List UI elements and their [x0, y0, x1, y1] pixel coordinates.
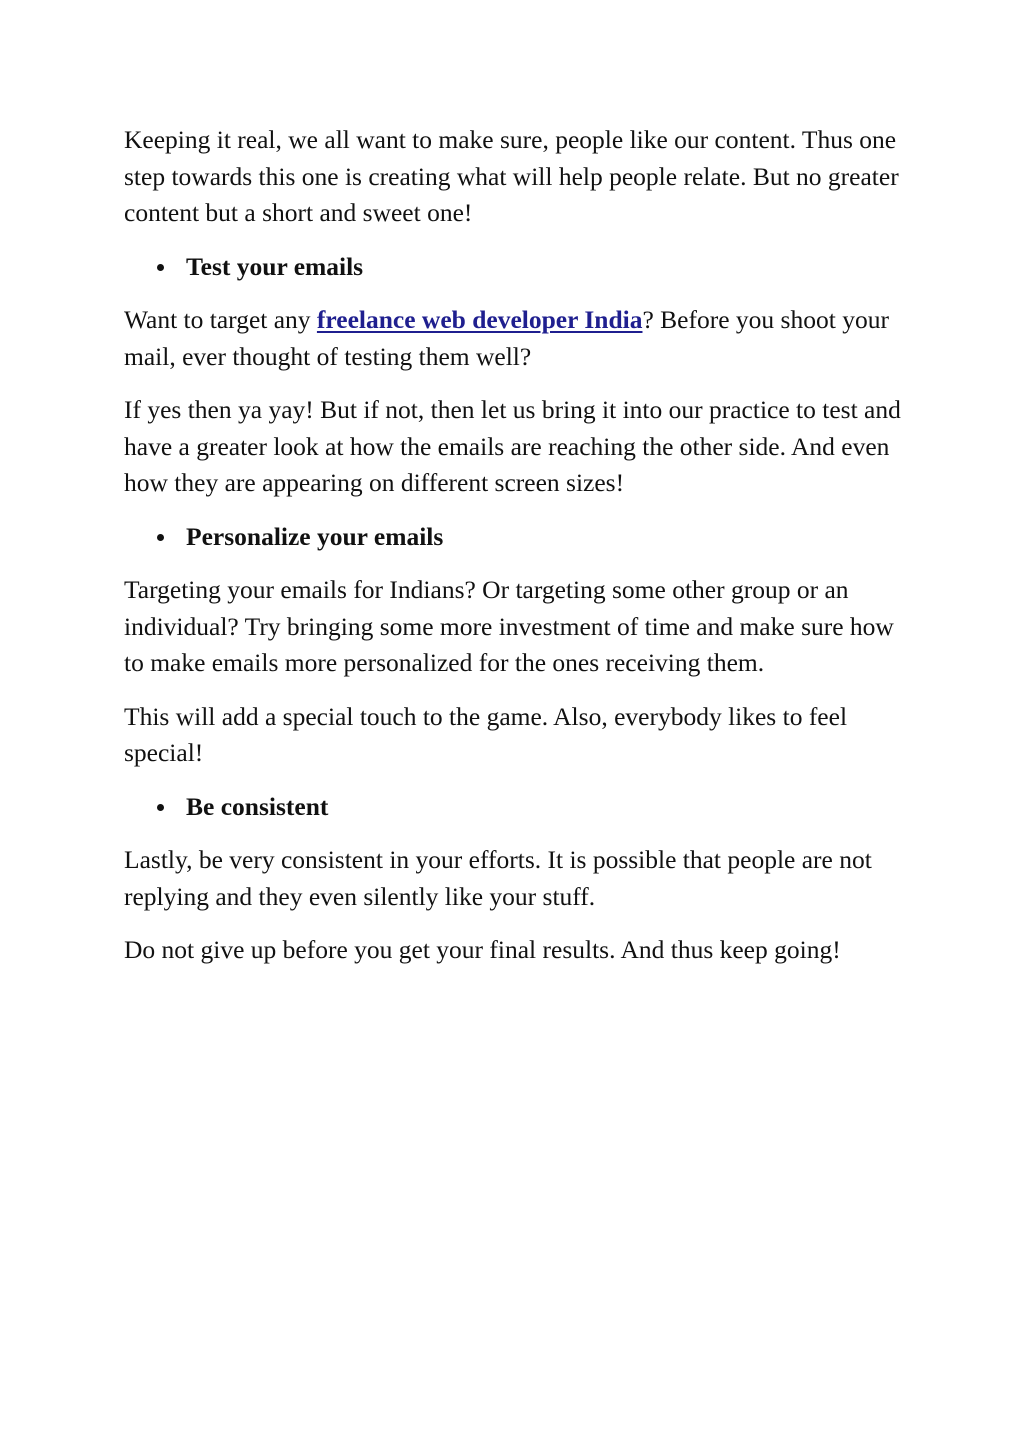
bullet-test-your-emails — [124, 249, 914, 286]
paragraph-keep-going: Do not give up before you get your final results. And thus keep going! — [124, 935, 841, 964]
document-page — [124, 122, 914, 986]
bullet-heading: Test your emails — [186, 251, 364, 281]
bullet-dot-icon — [157, 264, 164, 271]
bullet-be-consistent — [124, 789, 914, 826]
paragraph-text: Want to target any — [124, 305, 317, 334]
freelance-web-developer-link[interactable]: freelance web developer India — [316, 305, 643, 334]
bullet-dot-icon — [157, 534, 164, 541]
paragraph-consistency: Lastly, be very consistent in your efforts. It is possible that people are not replying and they even silently like your stuff. — [124, 845, 872, 911]
paragraph-special-touch: This will add a special touch to the game. Also, everybody likes to feel special! — [124, 701, 848, 767]
bullet-personalize-your-emails — [124, 519, 914, 556]
bullet-heading: Be consistent — [186, 791, 329, 821]
paragraph-testing: If yes then ya yay! But if not, then let us bring it into our practice to test and have a greater look at how the emails are reaching the other side. And even how they are appearing on different screen sizes! — [124, 395, 901, 497]
paragraph-intro: Keeping it real, we all want to make sure, people like our content. Thus one step towards this one is creating what will help people relate. But no greater content but a short and sweet one! — [124, 125, 899, 227]
bullet-heading: Personalize your emails — [186, 521, 444, 551]
paragraph-targeting: Targeting your emails for Indians? Or targeting some other group or an individual? Try bringing some more investment of time and make sure how to make emails more personalized for the ones receiving them. — [124, 575, 894, 677]
paragraph-target-developer — [124, 302, 914, 375]
paragraph-text: ? Before you shoot your mail, ever thought of testing them well? — [124, 305, 889, 371]
bullet-dot-icon — [157, 804, 164, 811]
